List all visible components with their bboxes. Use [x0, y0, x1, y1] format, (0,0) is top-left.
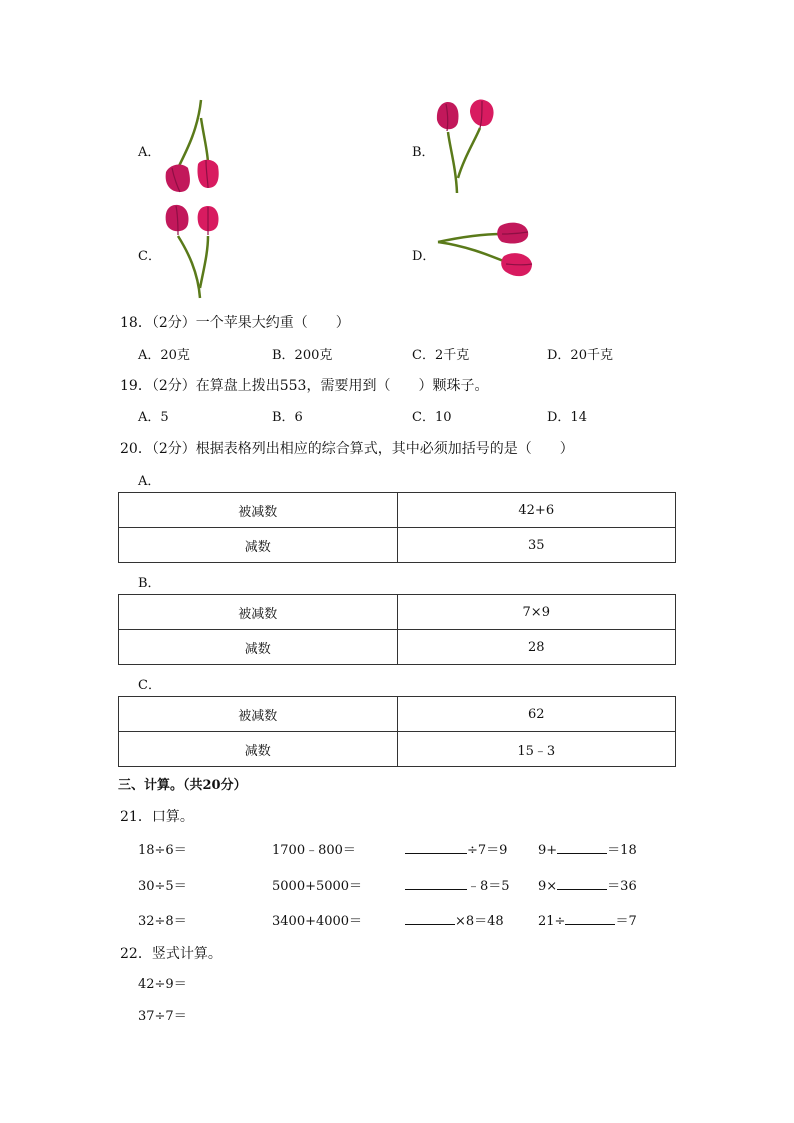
- tulip-image-b: [432, 98, 502, 196]
- table-cell: 62: [397, 697, 676, 732]
- q19-option-c[interactable]: C．10: [412, 410, 452, 425]
- table-cell: 减数: [119, 630, 398, 665]
- answer-blank[interactable]: [565, 910, 615, 925]
- table-row: [119, 528, 676, 563]
- oral-calc-item: ÷7＝9: [405, 839, 507, 858]
- q20-table-a: [118, 492, 676, 563]
- q17-option-b-label: B．: [412, 145, 435, 160]
- q19-option-d[interactable]: D．14: [547, 410, 587, 425]
- q18-option-d[interactable]: D．20千克: [547, 348, 613, 363]
- q17-option-c-label: C．: [138, 249, 161, 264]
- tulip-image-a: [158, 98, 228, 196]
- tulip-image-c: [158, 202, 228, 300]
- q19-option-a[interactable]: A．5: [138, 410, 169, 425]
- table-cell: 减数: [119, 528, 398, 563]
- q20-option-c-label[interactable]: C．: [138, 678, 161, 693]
- table-cell: 35: [397, 528, 676, 563]
- q19-option-b[interactable]: B．6: [272, 410, 303, 425]
- table-cell: 减数: [119, 732, 398, 767]
- oral-calc-item: 1700﹣800＝: [272, 843, 356, 858]
- oral-calc-item: 18÷6＝: [138, 843, 187, 858]
- table-cell: 15﹣3: [397, 732, 676, 767]
- table-row: [119, 493, 676, 528]
- q17-option-a-label: A．: [138, 145, 161, 160]
- q18-option-a[interactable]: A．20克: [138, 348, 190, 363]
- table-cell: 7×9: [397, 595, 676, 630]
- oral-calc-item: 5000+5000＝: [272, 879, 363, 894]
- oral-calc-item: 9× ＝36: [538, 875, 637, 894]
- table-row: [119, 595, 676, 630]
- q18-option-c[interactable]: C．2千克: [412, 348, 470, 363]
- q20-stem: 20．（2分）根据表格列出相应的综合算式，其中必须加括号的是（ ）: [120, 441, 574, 457]
- oral-calc-item: 32÷8＝: [138, 914, 187, 929]
- answer-blank[interactable]: [405, 875, 467, 890]
- answer-blank[interactable]: [557, 875, 607, 890]
- q19-stem: 19．（2分）在算盘上拨出553，需要用到（ ）颗珠子。: [120, 378, 489, 394]
- table-cell: 被减数: [119, 493, 398, 528]
- vertical-calc-item: 42÷9＝: [138, 977, 187, 992]
- table-cell: 42+6: [397, 493, 676, 528]
- oral-calc-item: 9+ ＝18: [538, 839, 637, 858]
- vertical-calc-item: 37÷7＝: [138, 1009, 187, 1024]
- q20-table-c: [118, 696, 676, 767]
- oral-calc-item: 3400+4000＝: [272, 914, 363, 929]
- table-cell: 被减数: [119, 697, 398, 732]
- table-cell: 被减数: [119, 595, 398, 630]
- section-title: 三、计算。（共20分）: [118, 778, 247, 793]
- answer-blank[interactable]: [557, 839, 607, 854]
- table-row: [119, 732, 676, 767]
- q20-table-b: [118, 594, 676, 665]
- q17-option-d-label: D．: [412, 249, 436, 264]
- q18-option-b[interactable]: B．200克: [272, 348, 333, 363]
- answer-blank[interactable]: [405, 910, 455, 925]
- q22-stem: 22．竖式计算。: [120, 946, 222, 962]
- table-row: [119, 630, 676, 665]
- q21-stem: 21．口算。: [120, 809, 194, 825]
- answer-blank[interactable]: [405, 839, 467, 854]
- oral-calc-item: ×8＝48: [405, 910, 504, 929]
- oral-calc-item: 30÷5＝: [138, 879, 187, 894]
- oral-calc-item: 21÷ ＝7: [538, 910, 637, 929]
- q20-option-a-label[interactable]: A．: [138, 474, 161, 489]
- q18-stem: 18．（2分）一个苹果大约重（ ）: [120, 315, 350, 331]
- table-row: [119, 697, 676, 732]
- oral-calc-item: ﹣8＝5: [405, 875, 510, 894]
- tulip-image-d: [436, 218, 536, 284]
- table-cell: 28: [397, 630, 676, 665]
- q20-option-b-label[interactable]: B．: [138, 576, 161, 591]
